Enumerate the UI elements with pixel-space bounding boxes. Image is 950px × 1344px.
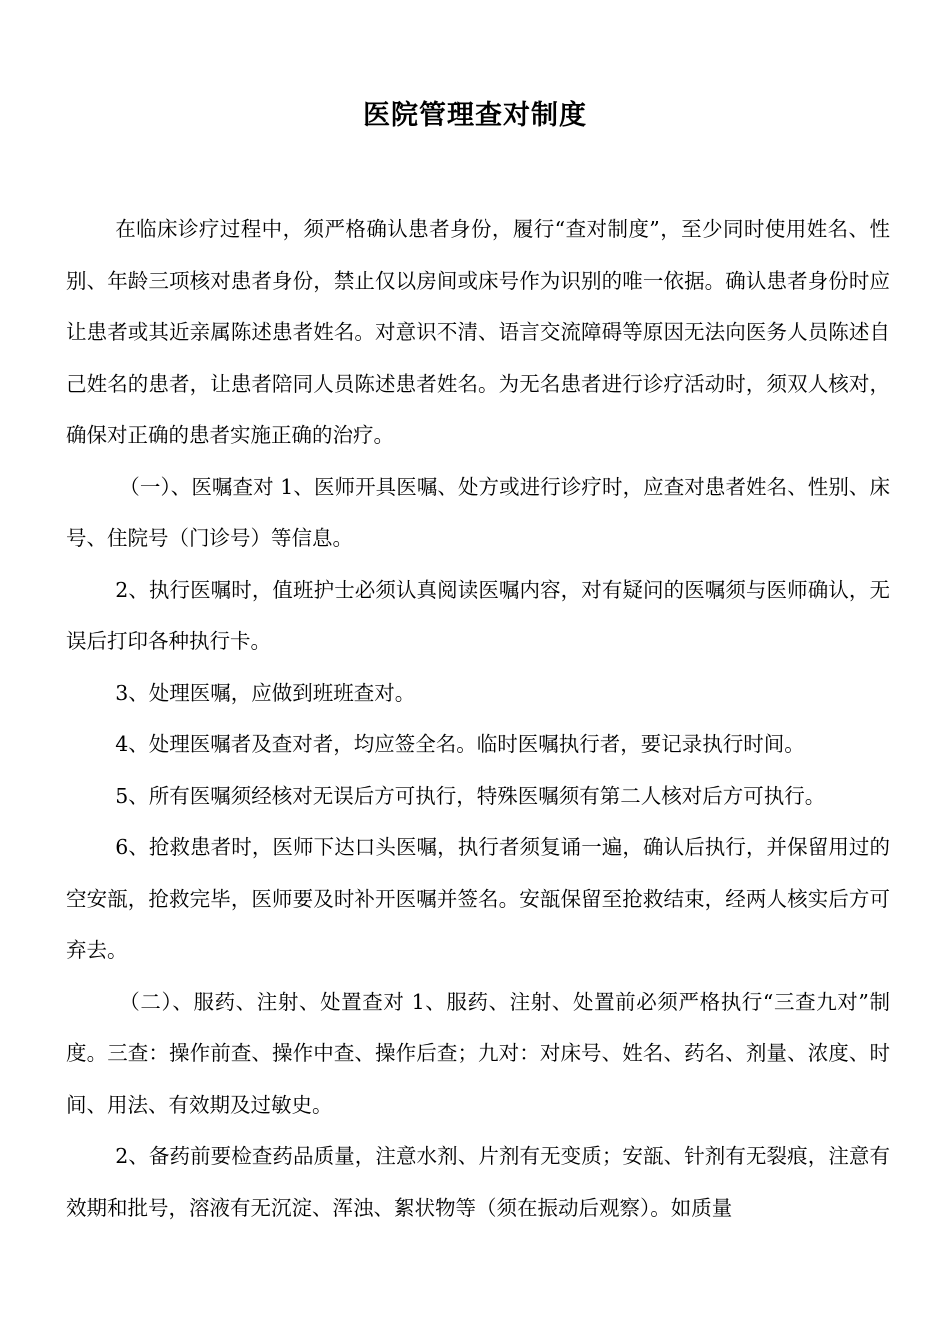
document-title: 医院管理查对制度 (363, 100, 587, 131)
paragraph-item-6: 6、抢救患者时，医师下达口头医嘱，执行者须复诵一遍，确认后执行，并保留用过的空安瓿，抢救完毕，医师要及时补开医嘱并签名。安瓿保留至抢救结束，经两人核实后方可弃去。 (66, 835, 890, 962)
paragraph-item-4: 4、处理医嘱者及查对者，均应签全名。临时医嘱执行者，要记录执行时间。 (115, 732, 805, 756)
document-body (66, 204, 890, 1234)
paragraph-section-2: （二）、服药、注射、处置查对 1、服药、注射、处置前必须严格执行“三查九对”制度。三查：操作前查、操作中查、操作后查；九对：对床号、姓名、药名、剂量、浓度、时间、用法、有效期及过敏史。 (66, 989, 890, 1117)
paragraph-section-2-item-2: 2、备药前要检查药品质量，注意水剂、片剂有无变质；安瓿、针剂有无裂痕，注意有效期和批号，溶液有无沉淀、浑浊、絮状物等（须在振动后观察）。如质量 (66, 1144, 890, 1220)
paragraph-section-1: （一）、医嘱查对 1、医师开具医嘱、处方或进行诊疗时，应查对患者姓名、性别、床号、住院号（门诊号）等信息。 (66, 474, 890, 550)
paragraph-item-3: 3、处理医嘱，应做到班班查对。 (115, 680, 416, 705)
paragraph-intro: 在临床诊疗过程中，须严格确认患者身份，履行“查对制度”，至少同时使用姓名、性别、年龄三项核对患者身份，禁止仅以房间或床号作为识别的唯一依据。确认患者身份时应让患者或其近亲属陈述患者姓名。对意识不清、语言交流障碍等原因无法向医务人员陈述自己姓名的患者，让患者陪同人员陈述患者姓名。为无名患者进行诊疗活动时，须双人核对，确保对正确的患者实施正确的治疗。 (66, 217, 890, 447)
paragraph-item-5: 5、所有医嘱须经核对无误后方可执行，特殊医嘱须有第二人核对后方可执行。 (115, 783, 826, 808)
paragraph-item-2: 2、执行医嘱时，值班护士必须认真阅读医嘱内容，对有疑问的医嘱须与医师确认，无误后打印各种执行卡。 (66, 577, 890, 653)
